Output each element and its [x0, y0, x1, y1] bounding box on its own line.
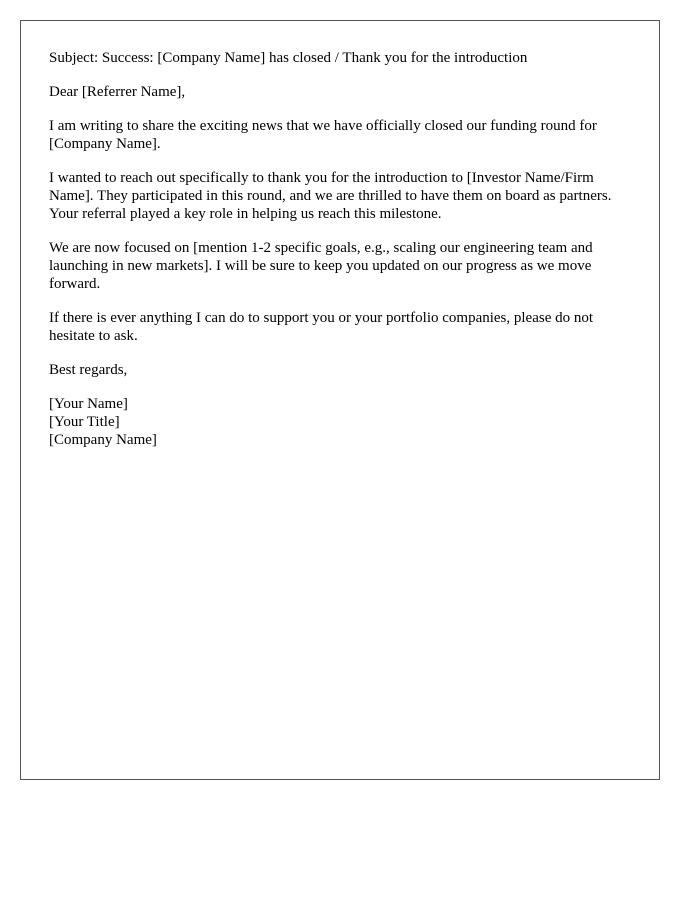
- closing: Best regards,: [49, 362, 128, 378]
- paragraph-goals: We are now focused on [mention 1-2 specific goals, e.g., scaling our engineering team and launching in new markets]. I will be sure to keep you updated on our progress as we move forward.: [49, 240, 593, 292]
- paragraph-announcement: I am writing to share the exciting news that we have officially closed our funding round for [Company Name].: [49, 118, 597, 152]
- signature-title: [Your Title]: [49, 414, 120, 430]
- letter-page: [20, 20, 660, 780]
- signature-company: [Company Name]: [49, 432, 157, 448]
- paragraph-thanks: I wanted to reach out specifically to thank you for the introduction to [Investor Name/Firm Name]. They participated in this round, and we are thrilled to have them on board as partners. Your referral played a key role in helping us reach this milestone.: [49, 170, 612, 222]
- signature-block: [49, 395, 637, 449]
- paragraph-offer: If there is ever anything I can do to support you or your portfolio companies, please do not hesitate to ask.: [49, 310, 594, 344]
- letter-body: [49, 49, 637, 465]
- greeting: Dear [Referrer Name],: [49, 84, 186, 100]
- subject-line: Subject: Success: [Company Name] has closed / Thank you for the introduction: [49, 50, 528, 66]
- signature-name: [Your Name]: [49, 396, 128, 412]
